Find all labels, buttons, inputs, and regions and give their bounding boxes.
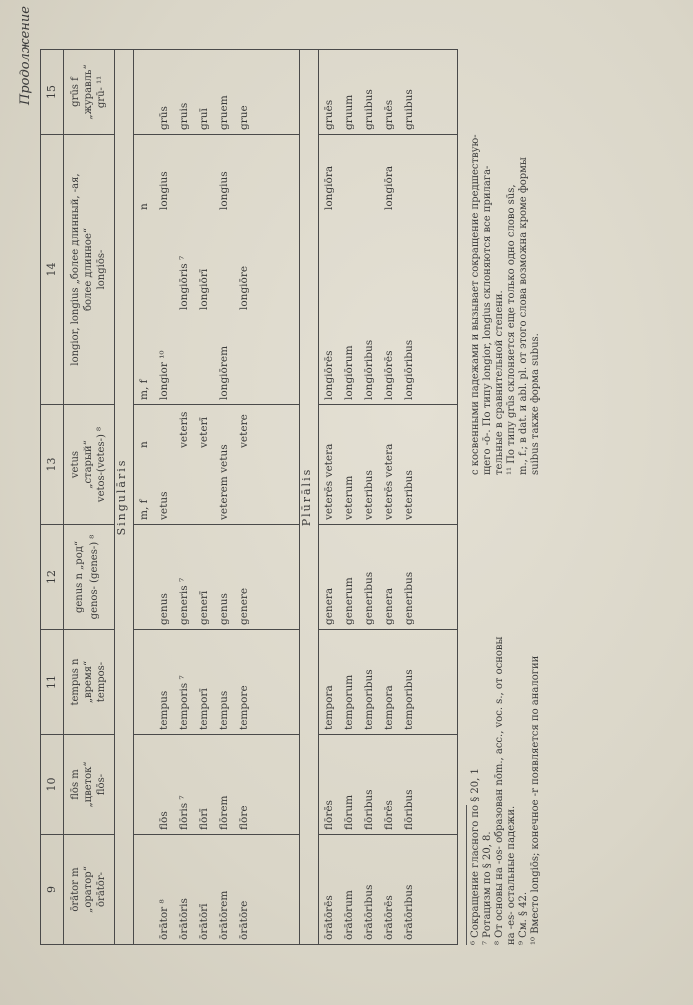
footnote-line: ⁸ От основы на -os- образован nōm., acc., voc. s., от основы (494, 636, 505, 945)
forms-col12: genus generis ⁷ generī genus genere (134, 525, 300, 630)
section-label-plural: Plūrālis (299, 50, 318, 945)
footnote-line: m., f.; в dat. и abl. pl. от этого слова возможна кроме формы (518, 157, 529, 475)
forms-col14: m, f longior ¹⁰ longiōrem longiōris ⁷ longiōrī longiōre n longius longius (134, 135, 300, 405)
forms-col15: gruēs gruum gruibus gruēs gruibus (318, 50, 457, 135)
gender-label: n (138, 441, 150, 448)
gender-label: m, f (138, 499, 150, 520)
forms-col12: genera generum generibus genera generibus (318, 525, 457, 630)
forms-col13: veterēs vetera veterum veteribus veterēs vetera veteribus (318, 405, 457, 525)
footnotes-right (470, 15, 542, 475)
column-head-row (64, 50, 115, 945)
col-head: tempus n „время“ tempos- (64, 630, 115, 735)
footnote-line: suibus также форма subus. (530, 333, 541, 475)
footnote-line: с косвенными падежами и вызывает сокращение предшествую- (470, 134, 481, 475)
singular-forms-row (134, 50, 300, 945)
gender-label: n (138, 203, 150, 210)
forms-col15: grūs gruis gruī gruem grue (134, 50, 300, 135)
col-head: grūs f „журавль“ grū- ¹¹ (64, 50, 115, 135)
col-head: longior, longius „более длинный, -ая, более длинное“ longiōs- (64, 135, 115, 405)
forms-col9: ōrātor ⁸ ōrātōris ōrātōrī ōrātōrem ōrātōre (134, 835, 300, 945)
section-label-singular: Singulāris (115, 50, 134, 945)
footnote-line: на -es- остальные падежи. (506, 805, 517, 945)
footnote-line: ⁷ Ротацизм по § 20, 8. (482, 831, 493, 945)
col-num: 13 (41, 405, 64, 525)
declension-table (40, 49, 458, 945)
forms-col9: ōrātōrēs ōrātōrum ōrātōribus ōrātōrēs ōrātōribus (318, 835, 457, 945)
column-number-row (41, 50, 64, 945)
footnote-line: ⁶ Сокращение гласного по § 20, 1 (470, 768, 481, 945)
forms-col14: longiōrēs longiōrum longiōribus longiōrēs longiōribus longiōra longiōra (318, 135, 457, 405)
forms-col10: flōrēs flōrum flōribus flōrēs flōribus (318, 735, 457, 835)
footnotes-left (470, 485, 542, 945)
col-head: ōrātor m „оратор“ ōrātōr- (64, 835, 115, 945)
col-num: 9 (41, 835, 64, 945)
col-num: 15 (41, 50, 64, 135)
col-num: 11 (41, 630, 64, 735)
continuation-heading: Продолжение (18, 6, 33, 105)
gender-label: m, f (138, 379, 150, 400)
footnote-rule (466, 805, 467, 945)
forms-col11: tempora temporum temporibus tempora temporibus (318, 630, 457, 735)
col-num: 10 (41, 735, 64, 835)
footnote-line: ¹⁰ Вместо longiōs; конечное -r появляется по аналогии (530, 655, 541, 945)
footnote-line: ⁹ См. § 42. (518, 891, 529, 945)
col-num: 12 (41, 525, 64, 630)
footnote-line: ¹¹ По типу grūs склоняется еще только одно слово sūs, (506, 184, 517, 475)
forms-col11: tempus temporis ⁷ temporī tempus tempore (134, 630, 300, 735)
col-head: vetus „старый“ vetos-(vetes-) ⁸ (64, 405, 115, 525)
col-head: genus n „род“ genos- (genes-) ⁸ (64, 525, 115, 630)
forms-col13: m, f vetus veterem vetus n veteris veterī vetere (134, 405, 300, 525)
col-head: flōs m „цветок“ flōs- (64, 735, 115, 835)
plural-section-row (299, 50, 318, 945)
forms-col10: flōs flōris ⁷ flōrī flōrem flōre (134, 735, 300, 835)
col-num: 14 (41, 135, 64, 405)
footnote-line: щего -ō-. По типу longior, longius склоняются все прилага- (482, 165, 493, 475)
plural-forms-row (318, 50, 457, 945)
footnote-line: тельные в сравнительной степени. (494, 290, 505, 475)
singular-section-row (115, 50, 134, 945)
